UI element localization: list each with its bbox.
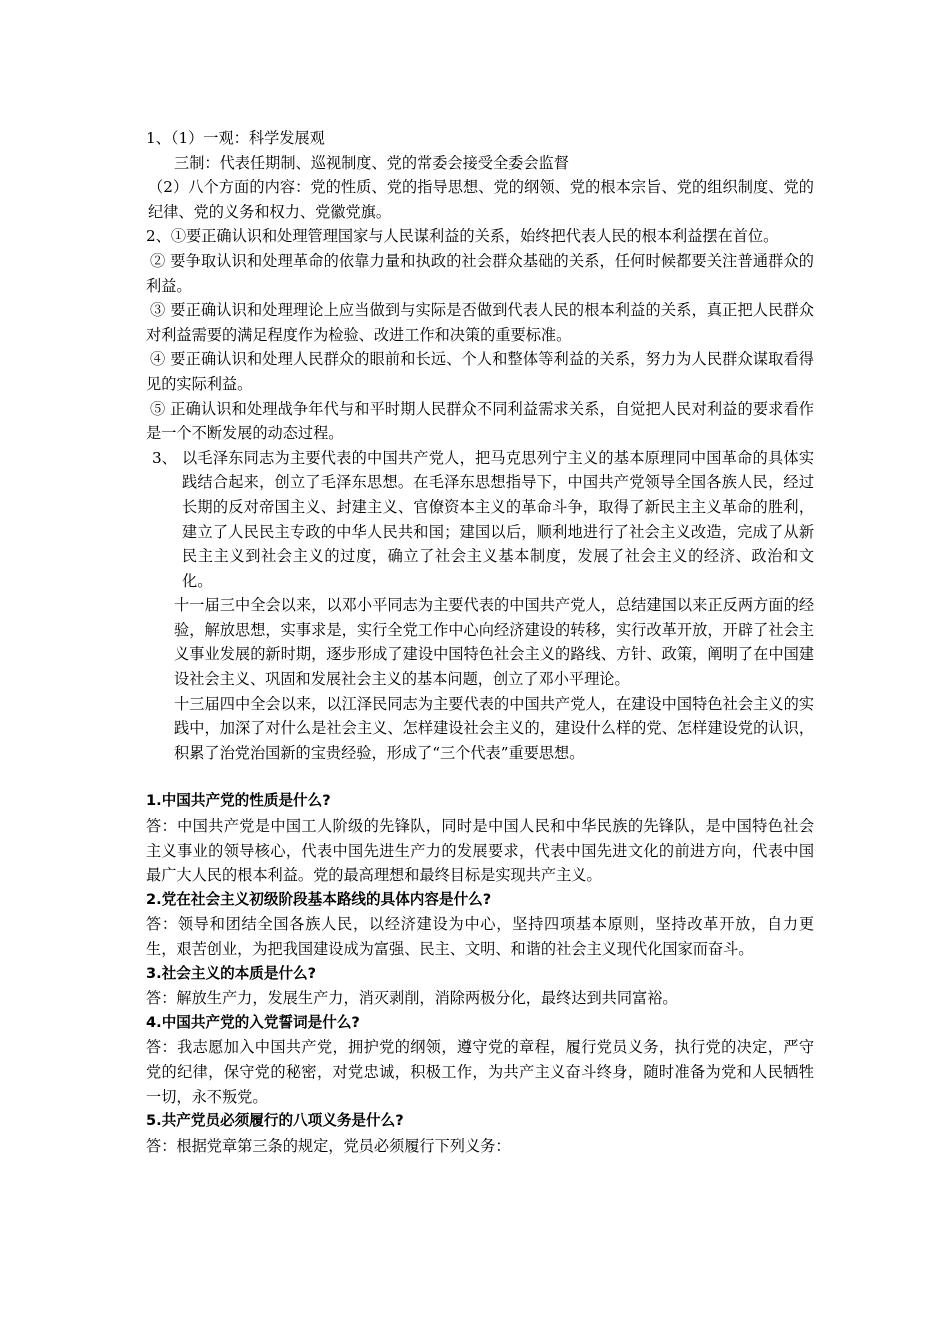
section3-para2: 十一届三中全会以来，以邓小平同志为主要代表的中国共产党人，总结建国以来正反两方面的经验，解放思想，实事求是，实行全党工作中心向经济建设的转移，实行改革开放，开辟了社会主义事业发展的新时期，逐步形成了建设中国特色社会主义的路线、方针、政策，阐明了在中国建设社会主义、巩固和发展社会主义的基本问题，创立了邓小平理论。 [174, 596, 814, 689]
section1-line2: 三制：代表任期制、巡视制度、党的常委会接受全委会监督 [174, 153, 569, 172]
section3-para1 [146, 446, 814, 594]
section2-item3: ③ 要正确认识和处理理论上应当做到与实际是否做到代表人民的根本利益的关系，真正把人民群众对利益需要的满足程度作为检验、改进工作和决策的重要标准。 [146, 301, 814, 344]
qa-answer-3: 答：解放生产力，发展生产力，消灭剥削，消除两极分化，最终达到共同富裕。 [146, 989, 678, 1008]
qa-question-1: 1.中国共产党的性质是什么? [146, 792, 331, 810]
qa-answer-2: 答：领导和团结全国各族人民，以经济建设为中心，坚持四项基本原则，坚持改革开放，自力更生，艰苦创业，为把我国建设成为富强、民主、文明、和谐的社会主义现代化国家而奋斗。 [146, 915, 814, 958]
section2-item1: 2、①要正确认识和处理管理国家与人民谋利益的关系，始终把代表人民的根本利益摆在首位。 [146, 227, 779, 246]
qa-question-5: 5.共产党员必须履行的八项义务是什么? [146, 1112, 404, 1130]
qa-answer-4: 答：我志愿加入中国共产党，拥护党的纲领，遵守党的章程，履行党员义务，执行党的决定，严守党的纪律，保守党的秘密，对党忠诚，积极工作，为共产主义奋斗终身，随时准备为党和人民牺牲一切，永不叛党。 [146, 1038, 814, 1106]
section3-para1-text: 以毛泽东同志为主要代表的中国共产党人，把马克思列宁主义的基本原理同中国革命的具体实践结合起来，创立了毛泽东思想。在毛泽东思想指导下，中国共产党领导全国各族人民，经过长期的反对帝国主义、封建主义、官僚资本主义的革命斗争，取得了新民主主义革命的胜利，建立了人民民主专政的中华人民共和国；建国以后，顺利地进行了社会主义改造，完成了从新民主主义到社会主义的过度，确立了社会主义基本制度，发展了社会主义的经济、政治和文化。 [182, 448, 814, 590]
document-body [146, 126, 814, 1158]
section1-line1: 1、（1）一观：科学发展观 [146, 129, 325, 147]
qa-question-3: 3.社会主义的本质是什么? [146, 964, 317, 982]
section2-item5: ⑤ 正确认识和处理战争年代与和平时期人民群众不同利益需求关系，自觉把人民对利益的要求看作是一个不断发展的动态过程。 [146, 399, 814, 443]
section2-item4: ④ 要正确认识和处理人民群众的眼前和长远、个人和整体等利益的关系，努力为人民群众谋取看得见的实际利益。 [146, 350, 814, 393]
qa-answer-5: 答：根据党章第三条的规定，党员必须履行下列义务： [146, 1136, 511, 1155]
qa-answer-1: 答：中国共产党是中国工人阶级的先锋队，同时是中国人民和中华民族的先锋队，是中国特色社会主义事业的领导核心，代表中国先进生产力的发展要求，代表中国先进文化的前进方向，代表中国最广大人民的根本利益。党的最高理想和最终目标是实现共产主义。 [146, 817, 814, 885]
qa-question-4: 4.中国共产党的入党誓词是什么? [146, 1013, 360, 1031]
section1-line3: （2）八个方面的内容：党的性质、党的指导思想、党的纲领、党的根本宗旨、党的组织制度、党的纪律、党的义务和权力、党徽党旗。 [148, 178, 814, 221]
section3-number: 3、 [152, 448, 177, 467]
section2-item2: ② 要争取认识和处理革命的依靠力量和执政的社会群众基础的关系，任何时候都要关注普通群众的利益。 [146, 251, 814, 295]
qa-question-2: 2.党在社会主义初级阶段基本路线的具体内容是什么? [146, 890, 492, 908]
spacer [146, 765, 814, 789]
section3-para3: 十三届四中全会以来，以江泽民同志为主要代表的中国共产党人，在建设中国特色社会主义的实践中，加深了对什么是社会主义、怎样建设社会主义的，建设什么样的党、怎样建设党的认识，积累了治党治国新的宝贵经验，形成了“三个代表”重要思想。 [174, 694, 814, 762]
